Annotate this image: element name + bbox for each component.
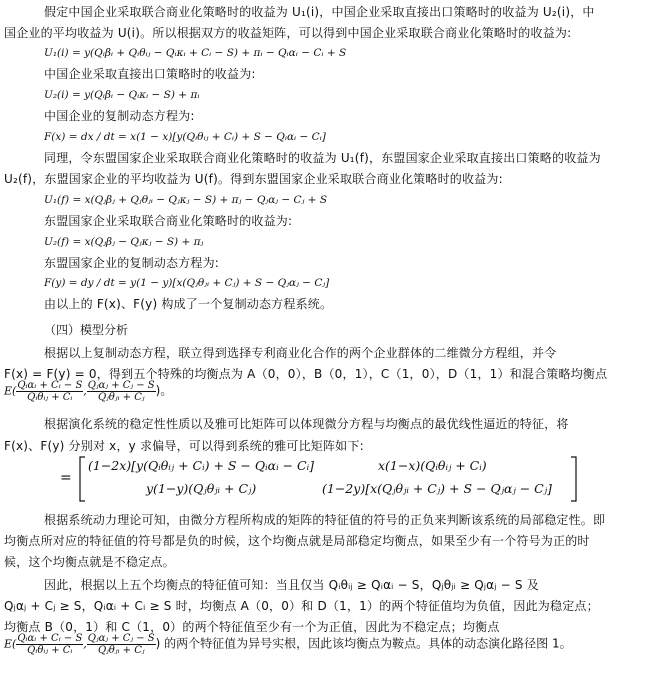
para2-line5: 由以上的 F(x)、F(y) 构成了一个复制动态方程系统。 (44, 297, 333, 311)
equation-U2-i: U₂(i) = y(Qᵢβᵢ − Qᵢκᵢ − S) + πᵢ (44, 89, 200, 101)
para6-line2: Qⱼαⱼ + Cⱼ ≥ S，Qᵢαᵢ + Cᵢ ≥ S 时，均衡点 A（0，0）和 D（1，1）的两个特征值均为负值，因此为稳定点； (4, 599, 599, 613)
e-denominator-x: Qᵢθᵢⱼ + Cᵢ (27, 392, 73, 403)
para2-line1: 同理，令东盟国家企业采取联合商业化策略时的收益为 U₁(f)，东盟国家企业采取直接出口策略的收益为 (44, 151, 601, 165)
mixed-equilibrium-point-2 (4, 633, 572, 656)
mixed-equilibrium-point (4, 380, 172, 403)
para5-line2: 均衡点所对应的特征值的符号都是负的时候，这个均衡点就是局部稳定均衡点，如果至少有一个符号为正的时 (4, 534, 590, 548)
e-separator: , (83, 637, 87, 651)
para1-line4: 中国企业的复制动态方程为: (44, 109, 195, 123)
e-suffix: ) 的两个特征值为异号实根，因此该均衡点为鞍点。具体的动态演化路径图 1。 (155, 636, 572, 651)
matrix-cell-12: x(1−x)(Qᵢθᵢⱼ + Cᵢ) (378, 458, 487, 473)
equation-U2-f: U₂(f) = x(Qⱼβⱼ − Qⱼκⱼ − S) + πⱼ (44, 236, 204, 248)
equation-U1-f: U₁(f) = x(Qⱼβⱼ + Qⱼθⱼᵢ − Qⱼκⱼ − S) + πⱼ − Qⱼαⱼ − Cⱼ + S (44, 194, 328, 206)
para5-line3: 候，这个均衡点就是不稳定点。 (4, 555, 175, 569)
para1-line2: 国企业的平均收益为 U(i)。所以根据双方的收益矩阵，可以得到中国企业采取联合商业化策略时的收益为: (4, 26, 572, 40)
e-denominator-y: Qⱼθⱼᵢ + Cⱼ (97, 392, 145, 403)
para1-line3: 中国企业采取直接出口策略时的收益为: (44, 67, 256, 81)
e-numerator-x: Qᵢαᵢ + Cᵢ − S (17, 380, 83, 391)
matrix-cell-11: (1−2x)[y(Qᵢθᵢⱼ + Cᵢ) + S − Qᵢαᵢ − Cᵢ] (88, 458, 314, 473)
para5-line1: 根据系统动力理论可知，由微分方程所构成的矩阵的特征值的符号的正负来判断该系统的局部稳定性。即 (44, 513, 606, 527)
section-heading: （四）模型分析 (44, 323, 129, 337)
para3-line2: F(x) = F(y) = 0，得到五个特殊的均衡点为 A（0，0），B（0，1），C（1，0），D（1，1）和混合策略均衡点 (4, 367, 608, 381)
e-suffix: )。 (155, 383, 173, 398)
e-fraction-y (87, 380, 156, 403)
e-fraction-x (16, 380, 83, 403)
e-numerator-x: Qᵢαᵢ + Cᵢ − S (17, 633, 83, 644)
e-numerator-y: Qⱼαⱼ + Cⱼ − S (87, 633, 155, 644)
para6-line3: 均衡点 B（0，1）和 C（1，0）的两个特征值至少有一个为正值，因此为不稳定点；均衡点 (4, 620, 500, 634)
e-prefix: E( (4, 384, 17, 398)
para6-line1: 因此，根据以上五个均衡点的特征值可知：当且仅当 Qᵢθᵢⱼ ≥ Qᵢαᵢ − S，Qⱼθⱼᵢ ≥ Qⱼαⱼ − S 及 (44, 578, 539, 592)
e-separator: , (83, 384, 87, 398)
right-bracket (570, 456, 578, 502)
matrix-cell-22: (1−2y)[x(Qⱼθⱼᵢ + Cⱼ) + S − Qⱼαⱼ − Cⱼ] (322, 481, 552, 496)
para2-line2: U₂(f)，东盟国家企业的平均收益为 U(f)。得到东盟国家企业采取联合商业化策略时的收益为: (4, 172, 503, 186)
e-denominator-y: Qⱼθⱼᵢ + Cⱼ (97, 645, 145, 656)
matrix-cell-21: y(1−y)(Qⱼθⱼᵢ + Cⱼ) (146, 481, 257, 496)
left-bracket (78, 456, 86, 502)
e-denominator-x: Qᵢθᵢⱼ + Cᵢ (27, 645, 73, 656)
equation-F-y: F(y) = dy / dt = y(1 − y)[x(Qⱼθⱼᵢ + Cⱼ) + S − Qⱼαⱼ − Cⱼ] (44, 277, 330, 289)
e-fraction-x (16, 633, 83, 656)
e-fraction-y (87, 633, 156, 656)
equation-U1-i: U₁(i) = y(Qᵢβᵢ + Qᵢθᵢⱼ − Qᵢκᵢ + Cᵢ − S) + πᵢ − Qᵢαᵢ − Cᵢ + S (44, 47, 347, 59)
e-prefix: E( (4, 637, 17, 651)
para4-line1: 根据演化系统的稳定性性质以及雅可比矩阵可以体现微分方程与均衡点的最优线性逼近的特征，将 (44, 417, 569, 431)
para2-line4: 东盟国家企业的复制动态方程为: (44, 256, 220, 270)
e-numerator-y: Qⱼαⱼ + Cⱼ − S (87, 380, 155, 391)
matrix-equals-sign: = (60, 470, 72, 486)
para4-line2: F(x)、F(y) 分别对 x，y 求偏导，可以得到系统的雅可比矩阵如下: (4, 439, 364, 453)
equation-F-x: F(x) = dx / dt = x(1 − x)[y(Qᵢθᵢⱼ + Cᵢ) + S − Qᵢαᵢ − Cᵢ] (44, 131, 326, 143)
para1-line1: 假定中国企业采取联合商业化策略时的收益为 U₁(i)，中国企业采取直接出口策略时的收益为 U₂(i)，中 (44, 5, 595, 19)
para3-line1: 根据以上复制动态方程，联立得到选择专利商业化合作的两个企业群体的二维微分方程组，并令 (44, 346, 557, 360)
para2-line3: 东盟国家企业采取联合商业化策略时的收益为: (44, 214, 293, 228)
jacobian-matrix (60, 456, 580, 502)
